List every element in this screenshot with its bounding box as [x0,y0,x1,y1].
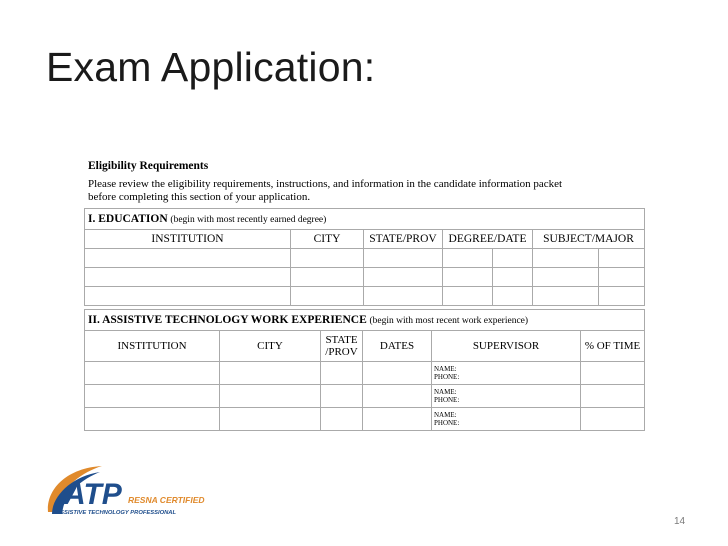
exp-field[interactable] [220,408,321,431]
supervisor-field[interactable] [432,385,581,408]
exp-col-city: CITY [220,331,321,362]
application-form-image [84,160,644,431]
exp-field[interactable] [581,385,645,408]
edu-col-institution: INSTITUTION [85,230,291,249]
exp-field[interactable] [363,408,432,431]
exp-field[interactable] [363,385,432,408]
eligibility-line-1: Please review the eligibility requirements, instructions, and information in the candidate information packet [88,178,563,190]
edu-col-city: CITY [291,230,364,249]
experience-title: II. ASSISTIVE TECHNOLOGY WORK EXPERIENCE [88,314,367,326]
education-note: (begin with most recently earned degree) [170,215,327,225]
work-experience-table [84,309,645,431]
atp-logo [42,460,212,522]
edu-field[interactable] [533,249,599,268]
edu-field[interactable] [533,268,599,287]
exp-col-percent-time: % OF TIME [581,331,645,362]
experience-note: (begin with most recent work experience) [369,316,529,326]
exp-col-supervisor: SUPERVISOR [432,331,581,362]
supervisor-name-label: NAME: [434,411,457,419]
slide-title: Exam Application: [46,44,376,90]
logo-line-1: RESNA CERTIFIED [128,495,205,505]
supervisor-phone-label: PHONE: [434,396,460,404]
edu-field[interactable] [364,268,443,287]
supervisor-phone-label: PHONE: [434,419,460,427]
exp-col-institution: INSTITUTION [85,331,220,362]
edu-field[interactable] [291,268,364,287]
edu-field[interactable] [85,287,291,306]
edu-field[interactable] [599,287,645,306]
exp-field[interactable] [321,408,363,431]
page-number: 14 [674,516,686,527]
edu-field[interactable] [443,268,493,287]
education-row [85,249,645,268]
edu-field[interactable] [599,249,645,268]
edu-field[interactable] [493,268,533,287]
edu-col-degree-date: DEGREE/DATE [443,230,533,249]
eligibility-line-2: before completing this section of your application. [88,191,311,203]
education-table [84,208,645,306]
supervisor-field[interactable] [432,362,581,385]
edu-field[interactable] [493,249,533,268]
supervisor-name-label: NAME: [434,365,457,373]
experience-row [85,385,645,408]
exp-field[interactable] [581,362,645,385]
edu-field[interactable] [85,268,291,287]
exp-field[interactable] [85,385,220,408]
supervisor-field[interactable] [432,408,581,431]
edu-field[interactable] [291,287,364,306]
education-row [85,287,645,306]
edu-field[interactable] [599,268,645,287]
experience-row [85,408,645,431]
eligibility-heading: Eligibility Requirements [88,160,209,172]
exp-field[interactable] [363,362,432,385]
eligibility-instructions [88,178,644,204]
edu-field[interactable] [291,249,364,268]
edu-col-state: STATE/PROV [364,230,443,249]
exp-field[interactable] [321,385,363,408]
edu-field[interactable] [364,249,443,268]
exp-field[interactable] [85,362,220,385]
exp-field[interactable] [321,362,363,385]
exp-field[interactable] [220,385,321,408]
edu-field[interactable] [364,287,443,306]
supervisor-name-label: NAME: [434,388,457,396]
edu-field[interactable] [493,287,533,306]
edu-col-subject: SUBJECT/MAJOR [533,230,645,249]
supervisor-phone-label: PHONE: [434,373,460,381]
education-row [85,268,645,287]
education-title: I. EDUCATION [88,213,168,225]
education-section-title [85,209,645,230]
experience-row [85,362,645,385]
edu-field[interactable] [85,249,291,268]
edu-field[interactable] [533,287,599,306]
experience-section-title [85,310,645,331]
logo-main-text: ATP [64,478,122,511]
exp-field[interactable] [85,408,220,431]
exp-col-state: STATE /PROV [321,331,363,362]
exp-field[interactable] [581,408,645,431]
exp-col-dates: DATES [363,331,432,362]
logo-line-2: ASSISTIVE TECHNOLOGY PROFESSIONAL [56,510,177,516]
edu-field[interactable] [443,287,493,306]
edu-field[interactable] [443,249,493,268]
exp-field[interactable] [220,362,321,385]
